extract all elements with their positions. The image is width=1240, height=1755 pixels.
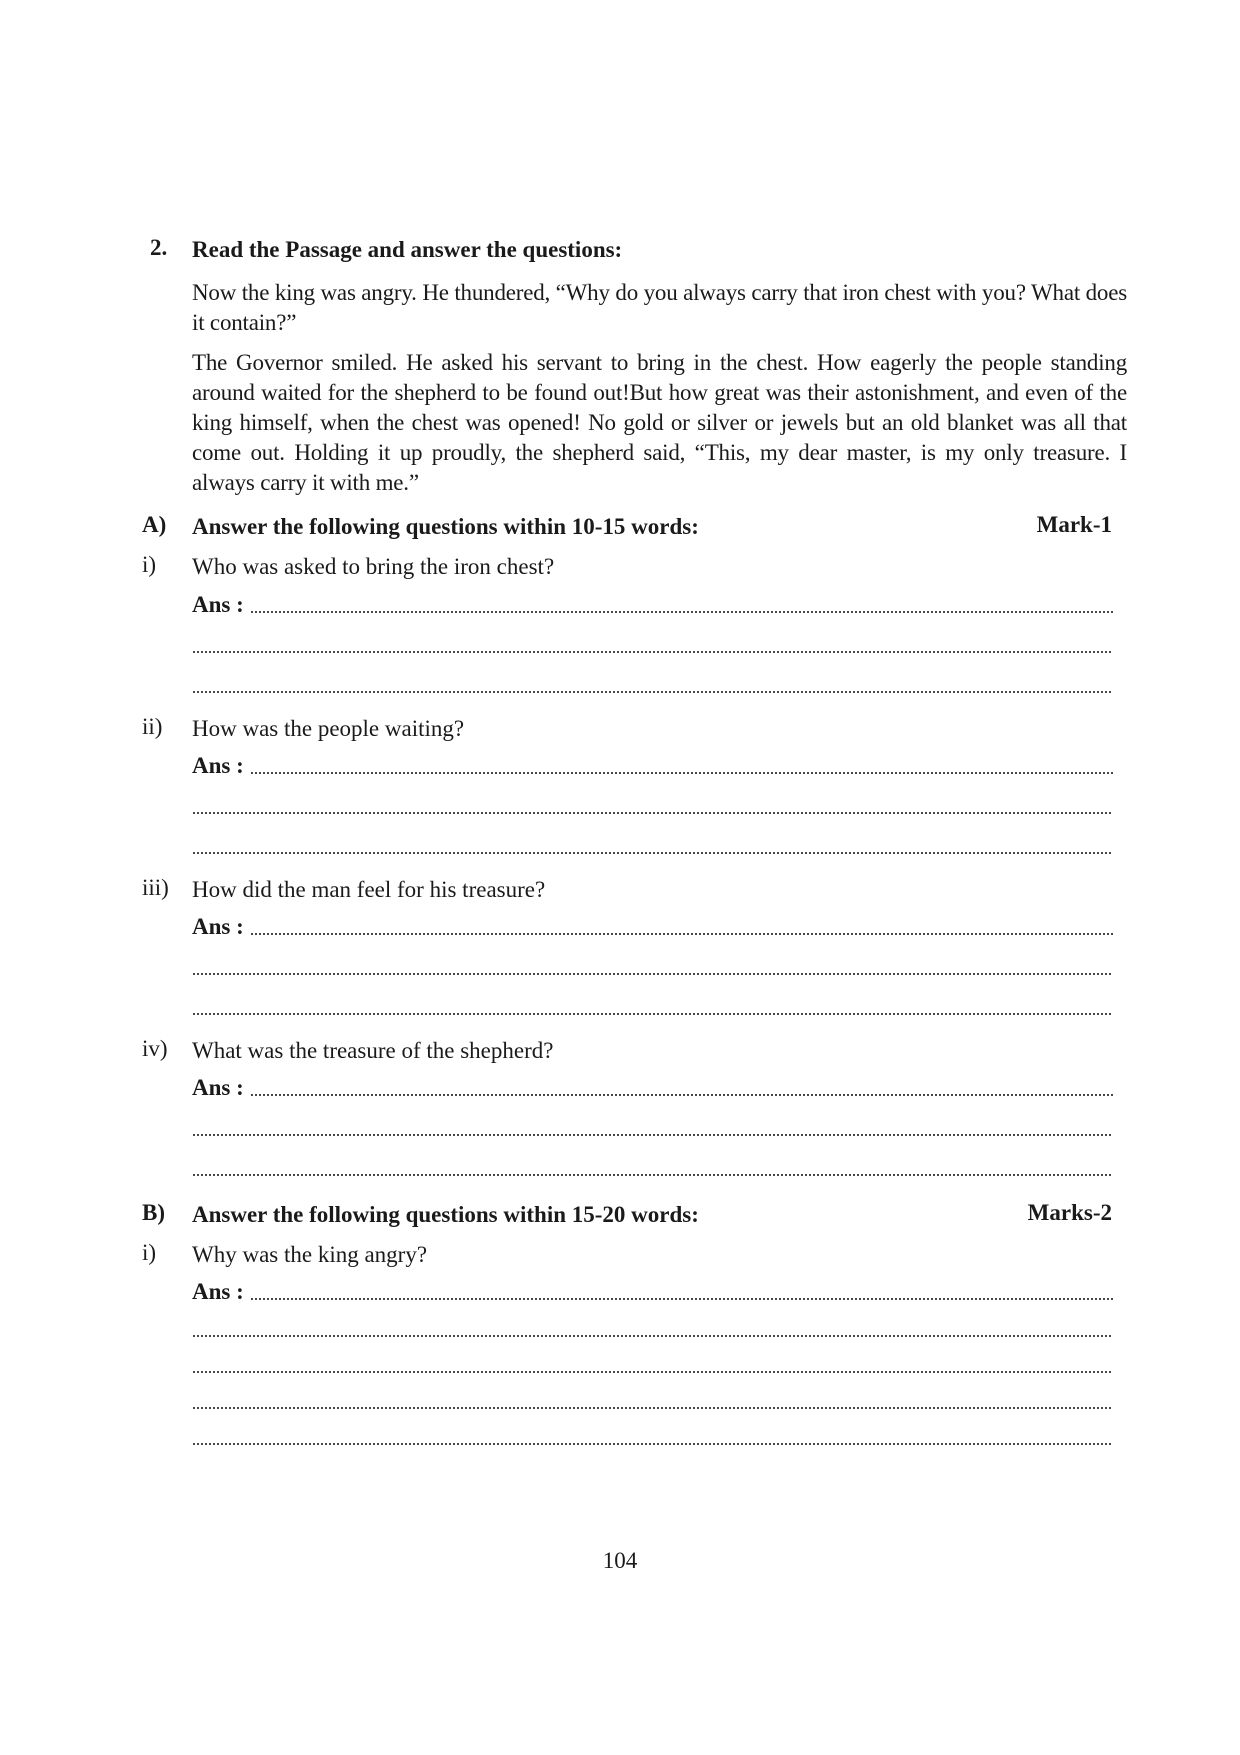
- dotted-rule: [192, 650, 1113, 654]
- answer-line[interactable]: [192, 831, 1113, 861]
- question-text: Why was the king angry?: [192, 1242, 428, 1267]
- section-b-marks: Marks-2: [1027, 1200, 1112, 1225]
- answer-line[interactable]: [192, 1073, 1113, 1103]
- page-number: 104: [602, 1548, 638, 1573]
- answer-line[interactable]: [192, 630, 1113, 660]
- section-b-label: B): [142, 1200, 165, 1225]
- answer-label: Ans :: [192, 1075, 244, 1100]
- answer-line[interactable]: [192, 992, 1113, 1022]
- answer-line[interactable]: [192, 1277, 1113, 1307]
- answer-line[interactable]: [192, 1113, 1113, 1143]
- answer-line[interactable]: [192, 791, 1113, 821]
- question-label: i): [142, 552, 157, 577]
- question-text: How did the man feel for his treasure?: [192, 877, 546, 902]
- answer-line[interactable]: [192, 1153, 1113, 1183]
- dotted-rule: [192, 811, 1113, 815]
- answer-label: Ans :: [192, 1279, 244, 1304]
- answer-line[interactable]: [192, 912, 1113, 942]
- dotted-rule: [250, 1093, 1113, 1097]
- section-a-marks: Mark-1: [1036, 512, 1112, 537]
- question-label: i): [142, 1240, 157, 1265]
- dotted-rule: [192, 690, 1113, 694]
- section-a-label: A): [142, 512, 167, 537]
- dotted-rule: [192, 972, 1113, 976]
- answer-line[interactable]: [192, 1422, 1113, 1452]
- answer-line[interactable]: [192, 1386, 1113, 1416]
- answer-label: Ans :: [192, 914, 244, 939]
- answer-line[interactable]: [192, 1350, 1113, 1380]
- dotted-rule: [192, 851, 1113, 855]
- question-text: What was the treasure of the shepherd?: [192, 1038, 554, 1063]
- dotted-rule: [192, 1334, 1113, 1338]
- question-label: ii): [142, 714, 163, 739]
- answer-line[interactable]: [192, 751, 1113, 781]
- answer-line[interactable]: [192, 670, 1113, 700]
- dotted-rule: [192, 1133, 1113, 1137]
- dotted-rule: [192, 1370, 1113, 1374]
- question-label: iii): [142, 875, 169, 900]
- question-title: Read the Passage and answer the questions:: [192, 237, 623, 262]
- answer-line[interactable]: [192, 1314, 1113, 1344]
- dotted-rule: [250, 610, 1113, 614]
- dotted-rule: [250, 932, 1113, 936]
- answer-label: Ans :: [192, 592, 244, 617]
- answer-line[interactable]: [192, 952, 1113, 982]
- dotted-rule: [250, 1297, 1113, 1301]
- answer-label: Ans :: [192, 753, 244, 778]
- section-a-heading: Answer the following questions within 10-15 words:: [192, 514, 699, 539]
- answer-line[interactable]: [192, 590, 1113, 620]
- dotted-rule: [192, 1442, 1113, 1446]
- passage-paragraph-2: The Governor smiled. He asked his servant to bring in the chest. How eagerly the people standing around waited for the shepherd to be found out!But how great was their astonishment, and even of the king himself, when the chest was opened! No gold or silver or jewels but an old blanket was all that come out. Holding it up proudly, the shepherd said, “This, my dear master, is my only treasure. I always carry it with me.”: [192, 350, 1127, 495]
- question-number: 2.: [150, 235, 168, 260]
- dotted-rule: [192, 1406, 1113, 1410]
- question-text: How was the people waiting?: [192, 716, 465, 741]
- section-b-heading: Answer the following questions within 15-20 words:: [192, 1202, 699, 1227]
- dotted-rule: [192, 1012, 1113, 1016]
- dotted-rule: [250, 771, 1113, 775]
- question-text: Who was asked to bring the iron chest?: [192, 554, 555, 579]
- question-label: iv): [142, 1036, 168, 1061]
- dotted-rule: [192, 1173, 1113, 1177]
- passage-paragraph-1: Now the king was angry. He thundered, “Why do you always carry that iron chest with you? What does it contain?”: [192, 280, 1127, 335]
